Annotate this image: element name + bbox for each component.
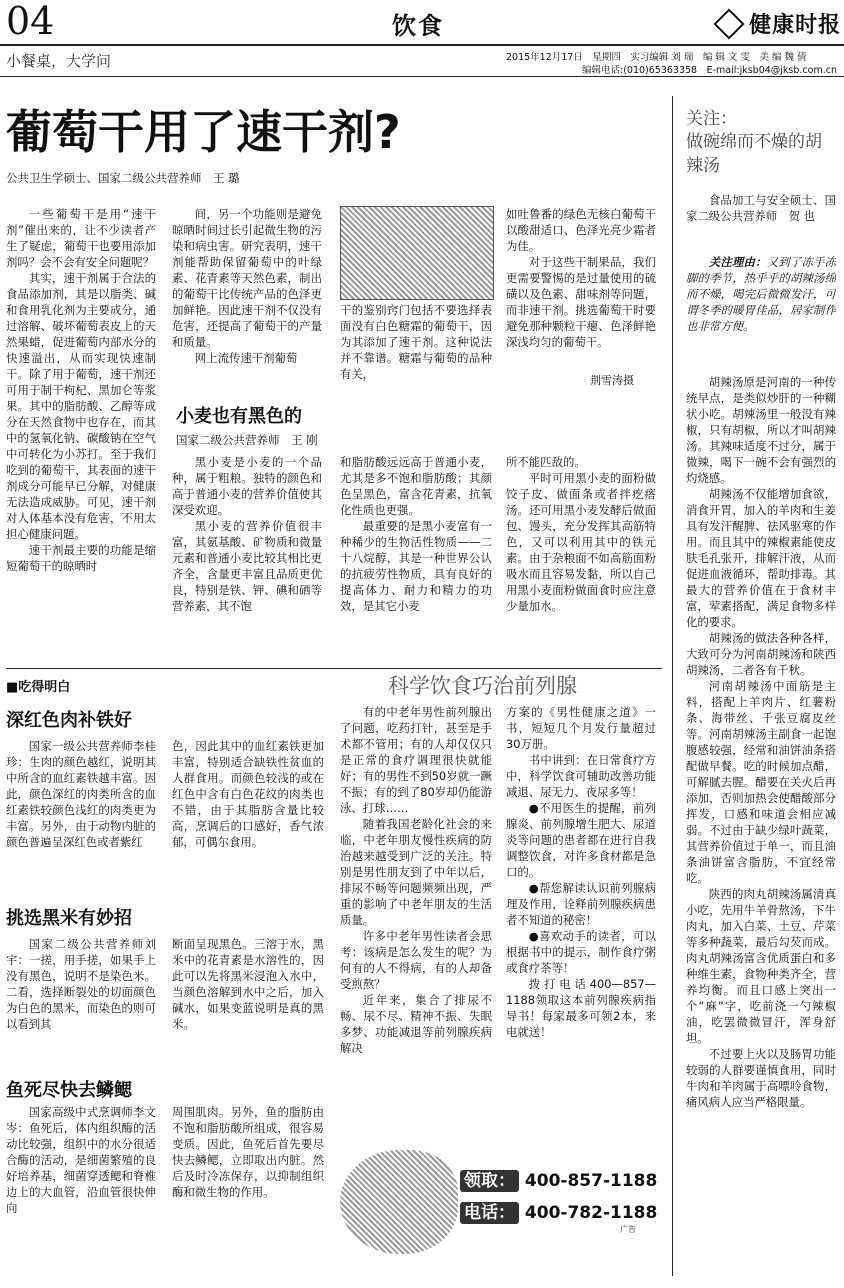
ad-phone-number: 400-782-1188 [524, 1203, 658, 1223]
editor-contact: 编辑电话:(010)65363358 E-mail:jksb04@jksb.com.cn [582, 65, 837, 76]
prostate-column-1: 有的中老年男性前列腺出了问题，吃药打针，甚至是手术都不管用；有的人却仅仅只是正常的食疗调理很快就能好；有的男性不到50岁就一蹶不振；有的到了80岁却仍能游泳、打球…… 随着我国老龄化社会的来临，中老年朋友慢性疾病的防治越来越受到广泛的关注。特别是男性朋友到了中年以后，排尿不畅等问题频频出现，严重的影响了中老年朋友的生活质量。 许多中老年男性读者会思考：该病是怎么发生的呢？为何有的人不得病，有的人却备受煎熬？ 近年来，集合了排尿不畅、尿不尽、精神不振、失眠多梦、功能减退等前列腺疾病解决 [340, 705, 492, 1055]
photo-credit: 荆雪涛摄 [590, 374, 634, 387]
lead-headline: 葡萄干用了速干剂? [6, 105, 401, 159]
iron-headline: 深红色肉补铁好 [6, 710, 132, 731]
column-name: 小餐桌，大学问 [6, 52, 112, 70]
ad-tag: 广告 [620, 1225, 636, 1234]
ad-receive-label: 领取： [460, 1170, 519, 1192]
wheat-column-2: 和脂肪酸远远高于普通小麦，尤其是多不饱和脂肪酸；其颜色呈黑色，富含花青素，抗氧化性质也更强。 最重要的是黑小麦富有一种稀少的生物活性物质——二十八烷醇，其是一种世界公认的抗疲劳性物质，具有良好的提高体力、耐力和精力的功效，是其它小麦 [340, 455, 492, 613]
wheat-column-1: 黑小麦是小麦的一个品种，属于粗粮。独特的颜色和高于普通小麦的营养价值使其深受欢迎。 黑小麦的营养价值很丰富，其氨基酸、矿物质和微量元素和普通小麦比较其相比更齐全，含量更丰富且品质更优良，特别是铁、钾、碘和硒等营养素，其不饱 [172, 455, 322, 613]
fish-headline: 鱼死尽快去鳞鳃 [6, 1080, 132, 1101]
masthead-logo: 健康时报 [718, 8, 841, 34]
masthead-emblem-icon [713, 8, 744, 39]
prostate-headline: 科学饮食巧治前列腺 [388, 674, 577, 698]
lead-column-2: 间，另一个功能则是避免晾晒时间过长引起微生物的污染和病虫害。研究表明，速干剂能帮助保留葡萄中的叶绿素、花青素等天然色素，制出的葡萄干比传统产品的色泽更加鲜艳。因此速干剂不仅没有危害，还提高了葡萄干的产量和质量。 网上流传速干剂葡萄 [172, 207, 322, 365]
ad-banner [340, 1150, 660, 1254]
fish-column-1: 国家高级中式烹调师李文岑：鱼死后，体内组织酶的活动比较强，组织中的水分很适合酶的活动，是细菌繁殖的良好培养基，细菌穿透鳃和脊椎边上的大血管，沿血管很快伸向 [6, 1105, 156, 1215]
page-number: 04 [6, 0, 55, 43]
rice-column-1: 国家二级公共营养师刘宇：一搓，用手搓，如果手上没有黑色，说明不是染色米。二看，选择断裂处的切面颜色为白色的黑米，而染色的则可以看到其 [6, 937, 156, 1031]
section-eat-label: ■吃得明白 [6, 680, 71, 695]
aside-label: 关注： [686, 109, 737, 129]
rice-column-2: 断面呈现黑色。三溶于水，黑米中的花青素是水溶性的，因此可以先将黑米浸泡入水中，当颜色溶解到水中之后，加入碱水，如果变蓝说明是真的黑米。 [172, 937, 324, 1031]
prostate-column-2: 方案的《男性健康之道》一书，短短几个月发行量超过30万册。 书中讲到：在日常食疗方中，科学饮食可辅助改善功能减退、尿无力、夜尿多等！ ●不用医生的提醒，前列腺炎、前列腺增生肥大、尿道炎等问题的患者都在进行自我调整饮食，对许多食材都是急口的。 ●帮您解读认识前列腺病理及作用，诠释前列腺疾病患者不知道的秘密！ ●喜欢动手的读者，可以根据书中的提示，制作食疗粥或食疗茶等！ 拨打电话400—857—1188领取这本前列腺疾病指导书！每家最多可领2本，来电就送！ [506, 705, 656, 1039]
section-title: 饮食 [392, 11, 444, 40]
aside-author: 食品加工与安全硕士、国家二级公共营养师 贺 也 [686, 193, 836, 223]
fish-column-2: 周围肌肉。另外，鱼的脂肪由不饱和脂肪酸所组成，很容易变质。因此，鱼死后首先要尽快去鳞鳃，立即取出内脏。然后及时冷冻保存，以抑制组织酶和微生物的作用。 [172, 1105, 324, 1199]
lead-column-2b: 干的鉴别窍门包括不要选择表面没有白色糖霜的葡萄干，因为其添加了速干剂。这种说法并不靠谱。糖霜与葡萄的品种有关， [340, 303, 492, 381]
wheat-column-3: 所不能匹敌的。 平时可用黑小麦的面粉做饺子皮、做面条或者拌疙瘩汤。还可用黑小麦发酵后做面包、馒头，充分发挥其高筋特色，又可以利用其中的铁元素。由于杂粮面不如高筋面粉吸水而且容易发黏，所以自己用黑小麦面粉做面食时应注意少量加水。 [506, 455, 656, 613]
aside-reason-label: 关注理由： [708, 255, 767, 269]
ad-receive-number: 400-857-1188 [524, 1171, 658, 1191]
wheat-headline: 小麦也有黑色的 [176, 406, 302, 427]
aside-reason: 关注理由：又到了冻手冻脚的季节，热乎乎的胡辣汤绵而不燥，喝完后微微发汗，可谓冬季的暖胃佳品，居家制作也非常方便。 [686, 255, 836, 333]
aside-headline: 做碗绵而不燥的胡辣汤 [686, 132, 822, 176]
raisins-photo [340, 206, 494, 300]
ad-phone-line [460, 1198, 657, 1223]
lead-byline: 公共卫生学硕士、国家二级公共营养师 王 璐 [6, 171, 240, 185]
ad-receive-line [460, 1166, 657, 1191]
edition-meta: 2015年12月17日 星期四 实习编辑 刘 瑞 编 辑 文 雯 美 编 魏 倩 [506, 52, 807, 63]
iron-column-2: 色，因此其中的血红素铁更加丰富，特别适合缺铁性贫血的人群食用。而颜色较浅的或在红色中含有白色花纹的肉类也不错，由于其脂肪含量比较高，烹调后的口感好，香气浓郁，可偶尔食用。 [172, 739, 324, 849]
ad-phone-label: 电话： [460, 1202, 519, 1224]
iron-column-1: 国家一级公共营养师李桂珍：生肉的颜色越红，说明其中所含的血红素铁越丰富。因此，颜色深红的肉类所含的血红素铁较颜色浅红的肉类更为丰富。另外，由于动物内脏的颜色普遍呈深红色或者紫红 [6, 739, 156, 849]
aside-body: 胡辣汤原是河南的一种传统早点，是类似炒肝的一种糊状小吃。胡辣汤里一般没有辣椒，只有胡椒，所以才叫胡辣汤。其辣味适度不过分，属于微辣，喝下一碗不会有强烈的灼烧感。 胡辣汤不仅能增加食欲，消食开胃，加入的羊肉和生姜具有发汗醒脾、祛风驱寒的作用。而且其中的辣椒素能使皮肤毛孔张开，排解汗液，从而促进血液循环，帮助排毒。其最大的营养价值在于食材丰富，荤素搭配，满足食物多样化的要求。 胡辣汤的做法各种各样，大致可分为河南胡辣汤和陕西胡辣汤，二者各有千秋。 河南胡辣汤中面筋是主料，搭配上羊肉片、红薯粉条、海带丝、千张豆腐皮丝等。河南胡辣汤主副食一起饱腹感较强，经常和油饼油条搭配做早餐。吃的时候加点醋，可解腻去腥。醋要在关火后再添加，否则加热会使醋酸部分挥发，口感和味道会相应减弱。不过由于缺少绿叶蔬菜，其营养价值过于单一，而且油条油饼富含脂肪，不宜经常吃。 陕西的肉丸胡辣汤属清真小吃，先用牛羊骨熬汤，下牛肉丸，加入白菜、土豆、芹菜等多种蔬菜，最后勾芡而成。肉丸胡辣汤富含优质蛋白和多种维生素，食物种类齐全，营养均衡。而且口感上突出一个“麻”字，吃前浇一勺辣椒油，吃罢微微冒汗，浑身舒坦。 不过要上火以及肠胃功能较弱的人群要谨慎食用，同时牛肉和羊肉属于高嘌呤食物，痛风病人应当严格限量。 [686, 375, 836, 1109]
lead-column-1: 一些葡萄干是用“速干剂”催出来的，让不少读者产生了疑虑，葡萄干也要用添加剂吗？会不会有安全问题呢？ 其实，速干剂属于合法的食品添加剂，其是以脂类、碱和食用乳化剂为主要成分，通过溶解、破坏葡萄表皮上的天然果蜡，促进葡萄内部水分的快速溢出，从而实现快速制干。除了用于葡萄，速干剂还可用于制干枸杞、黑加仑等浆果。其中的脂肪酸、乙醇等成分在天然食物中也存在，而其中的氢氧化钠、碳酸钠在空气中可转化为小苏打。至于我们吃到的葡萄干，其表面的速干剂成分可能早已分解，对健康无法造成威胁。可见，速干剂对人体基本没有危害，不用太担心健康问题。 速干剂最主要的功能是缩短葡萄干的晾晒时 [6, 207, 156, 573]
lead-column-3: 如吐鲁番的绿色无核白葡萄干以酸甜适口、色泽光亮少霜者为佳。 对于这些干制果品，我们更需要警惕的是过量使用的硫磺以及色素、甜味剂等问题，而非速干剂。挑选葡萄干时要避免那种颗粒干瘪、色泽鲜艳深浅均匀的葡萄干。 [506, 207, 656, 349]
wheat-byline: 国家二级公共营养师 王 刚 [176, 433, 318, 447]
rice-headline: 挑选黑米有妙招 [6, 908, 132, 929]
vegetables-image [340, 1150, 458, 1254]
